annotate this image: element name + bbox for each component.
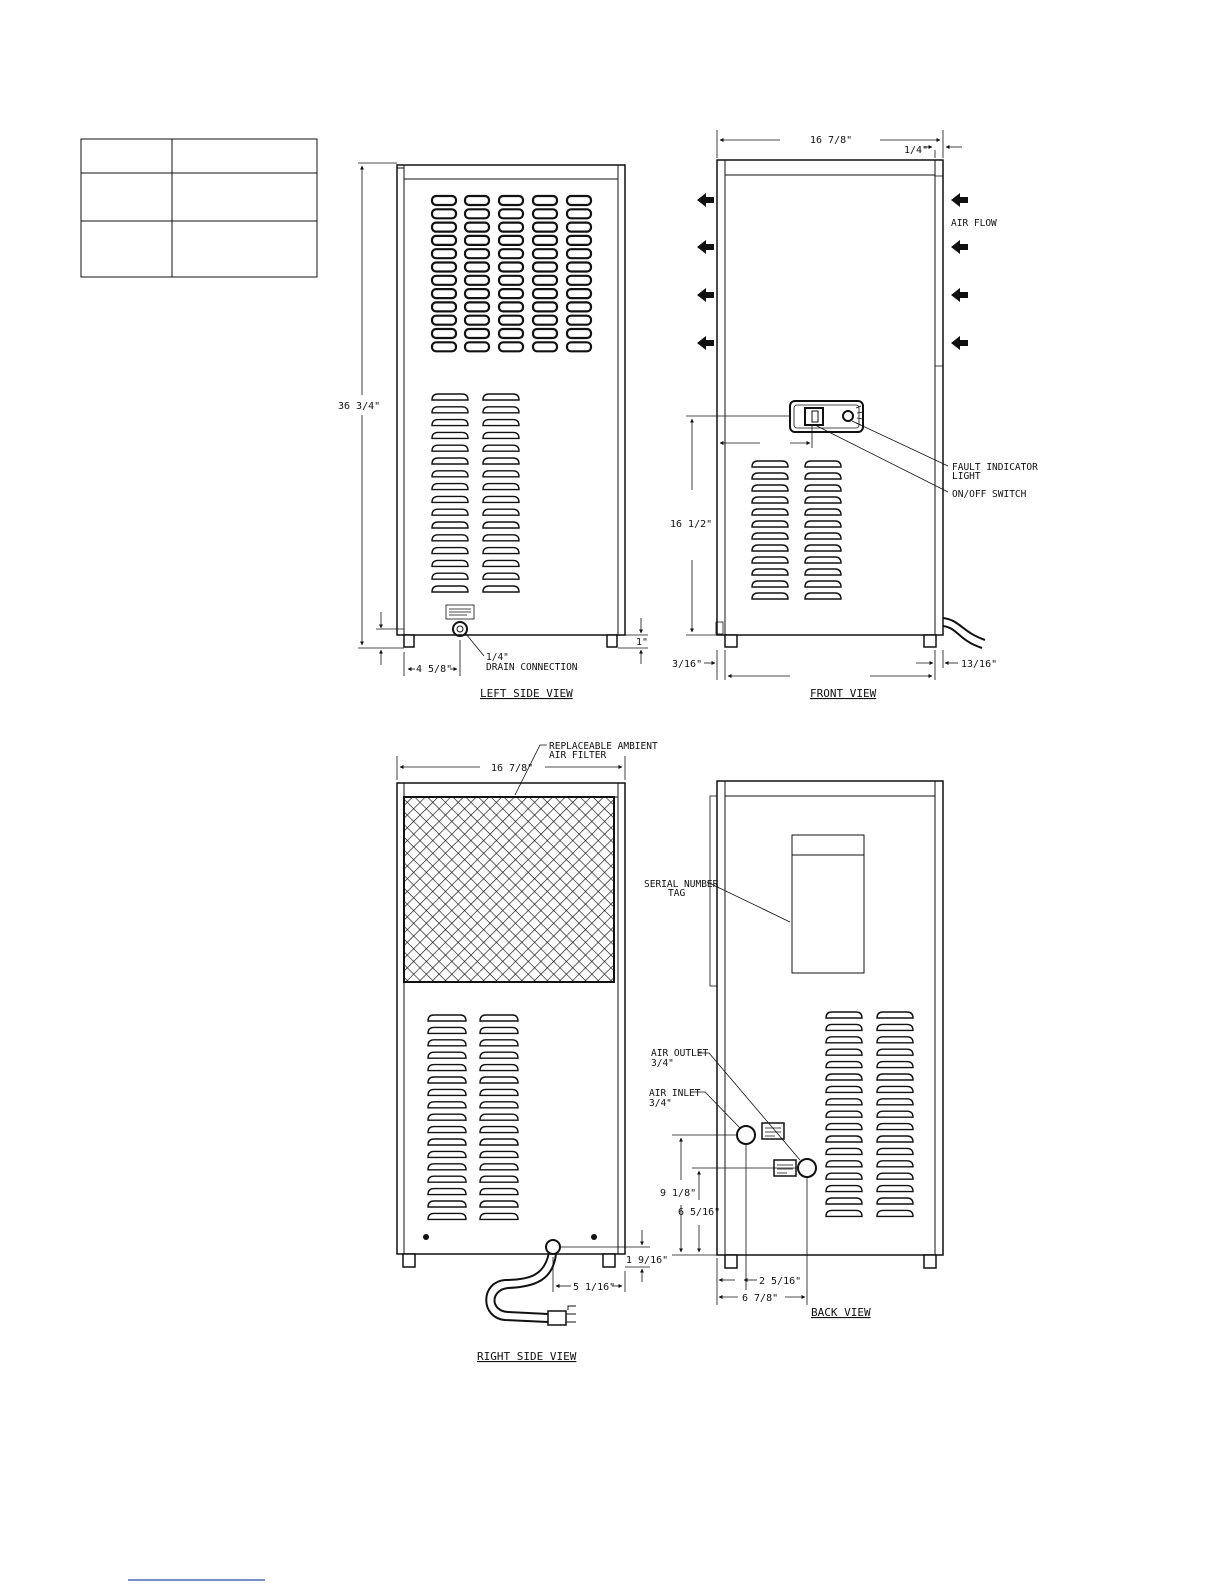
drain-label-line1: 1/4" <box>486 652 509 663</box>
louver-slot <box>805 593 841 599</box>
louver-slot <box>432 445 468 451</box>
right-side-view <box>397 741 668 1363</box>
louver-slot <box>805 509 841 515</box>
louver-slot <box>480 1089 518 1095</box>
grille-slot <box>465 316 489 325</box>
louver-slot <box>483 548 519 554</box>
airflow-arrow-icon <box>697 193 714 207</box>
grille-slot <box>567 289 591 298</box>
louver-slot <box>752 557 788 563</box>
back-view-title: BACK VIEW <box>811 1306 871 1319</box>
grille-slot <box>465 276 489 285</box>
louver-slot <box>752 485 788 491</box>
louver-slot <box>877 1062 913 1068</box>
louver-slot <box>752 521 788 527</box>
louver-slot <box>805 569 841 575</box>
louver-slot <box>480 1065 518 1071</box>
inlet-label-line1: AIR INLET <box>649 1088 701 1099</box>
grille-slot <box>432 196 456 205</box>
louver-slot <box>877 1012 913 1018</box>
left-side-view-title: LEFT SIDE VIEW <box>480 687 573 700</box>
serial-label-line1: SERIAL NUMBER <box>644 879 719 890</box>
louver-slot <box>428 1065 466 1071</box>
drain-label-line2: DRAIN CONNECTION <box>486 662 578 673</box>
louver-slot <box>877 1186 913 1192</box>
grille-slot <box>499 316 523 325</box>
grille-slot <box>432 289 456 298</box>
louver-slot <box>480 1127 518 1133</box>
grille-slot <box>499 196 523 205</box>
louver-slot <box>826 1148 862 1154</box>
louver-slot <box>483 586 519 592</box>
grille-slot <box>465 223 489 232</box>
louver-slot <box>483 522 519 528</box>
right-side-view-title: RIGHT SIDE VIEW <box>477 1350 577 1363</box>
louver-slot <box>428 1077 466 1083</box>
louver-slot <box>752 533 788 539</box>
louver-slot <box>752 461 788 467</box>
louver-slot <box>432 496 468 502</box>
louver-slot <box>826 1049 862 1055</box>
grille-slot <box>567 316 591 325</box>
grille-slot <box>432 249 456 258</box>
louver-slot <box>877 1198 913 1204</box>
louver-slot <box>826 1086 862 1092</box>
grille-slot <box>432 329 456 338</box>
grille-slot <box>567 263 591 272</box>
louver-slot <box>752 593 788 599</box>
airflow-arrow-icon <box>951 193 968 207</box>
louver-slot <box>483 496 519 502</box>
louver-slot <box>432 471 468 477</box>
inlet-x-dimension: 2 5/16" <box>759 1276 802 1287</box>
grille-slot <box>499 249 523 258</box>
grille-slot <box>567 342 591 351</box>
grille-slot <box>567 196 591 205</box>
cord-height-dimension: 1 9/16" <box>626 1255 669 1266</box>
louver-slot <box>877 1148 913 1154</box>
louver-slot <box>752 509 788 515</box>
louver-slot <box>826 1136 862 1142</box>
grille-slot <box>499 342 523 351</box>
louver-slot <box>480 1015 518 1021</box>
louver-slot <box>877 1099 913 1105</box>
grille-slot <box>567 276 591 285</box>
outlet-label-line2: 3/4" <box>651 1058 674 1069</box>
inlet-height-dimension: 9 1/8" <box>660 1188 697 1199</box>
louver-slot <box>826 1111 862 1117</box>
airflow-arrow-icon <box>951 336 968 350</box>
louver-slot <box>432 548 468 554</box>
louver-slot <box>428 1089 466 1095</box>
louver-slot <box>480 1201 518 1207</box>
louver-slot <box>826 1161 862 1167</box>
airflow-arrow-icon <box>951 240 968 254</box>
grille-slot <box>465 236 489 245</box>
outlet-x-dimension: 6 7/8" <box>742 1293 779 1304</box>
louver-slot <box>483 445 519 451</box>
grille-slot <box>465 342 489 351</box>
louver-slot <box>483 432 519 438</box>
louver-slot <box>483 420 519 426</box>
grille-slot <box>432 302 456 311</box>
grille-slot <box>465 329 489 338</box>
louver-slot <box>483 560 519 566</box>
front-view <box>670 130 1038 700</box>
spec-table <box>81 139 317 277</box>
louver-slot <box>483 471 519 477</box>
louver-slot <box>826 1074 862 1080</box>
louver-slot <box>826 1186 862 1192</box>
foot-dimension: 1" <box>636 637 649 648</box>
back-view <box>644 781 943 1319</box>
louver-slot <box>428 1189 466 1195</box>
louver-slot <box>752 545 788 551</box>
fault-light-label-line2: LIGHT <box>952 471 981 482</box>
louver-slot <box>877 1024 913 1030</box>
grille-slot <box>533 209 557 218</box>
louver-slot <box>428 1040 466 1046</box>
louver-slot <box>483 407 519 413</box>
grille-slot <box>432 223 456 232</box>
cord-offset-dimension: 5 1/16" <box>573 1282 616 1293</box>
grille-slot <box>499 276 523 285</box>
serial-label-line2: TAG <box>668 888 686 899</box>
louver-slot <box>432 522 468 528</box>
louver-slot <box>432 586 468 592</box>
grille-slot <box>465 289 489 298</box>
grille-slot <box>499 289 523 298</box>
louver-slot <box>826 1173 862 1179</box>
louver-slot <box>480 1052 518 1058</box>
grille-slot <box>533 196 557 205</box>
louver-slot <box>428 1052 466 1058</box>
louver-slot <box>432 560 468 566</box>
louver-slot <box>483 458 519 464</box>
grille-slot <box>533 236 557 245</box>
grille-slot <box>567 329 591 338</box>
louver-slot <box>480 1027 518 1033</box>
airflow-arrow-icon <box>697 336 714 350</box>
louver-slot <box>805 497 841 503</box>
width-dimension: 16 7/8" <box>491 763 534 774</box>
grille-slot <box>533 342 557 351</box>
louver-slot <box>428 1114 466 1120</box>
louver-slot <box>877 1037 913 1043</box>
grille-slot <box>465 249 489 258</box>
left-foot-dimension: 3/16" <box>672 659 703 670</box>
grille-slot <box>465 196 489 205</box>
louver-slot <box>752 581 788 587</box>
louver-slot <box>805 557 841 563</box>
louver-slot <box>428 1102 466 1108</box>
grille-slot <box>432 263 456 272</box>
grille-slot <box>432 276 456 285</box>
louver-slot <box>877 1074 913 1080</box>
height-dimension: 36 3/4" <box>338 401 381 412</box>
grille-slot <box>533 249 557 258</box>
grille-slot <box>567 249 591 258</box>
grille-slot <box>567 223 591 232</box>
louver-slot <box>877 1173 913 1179</box>
grille-slot <box>499 209 523 218</box>
louver-slot <box>480 1139 518 1145</box>
drain-dimension: 4 5/8" <box>416 664 453 675</box>
louver-slot <box>480 1077 518 1083</box>
panel-height-dimension: 16 1/2" <box>670 519 713 530</box>
inlet-label-line2: 3/4" <box>649 1098 672 1109</box>
power-plug-icon <box>548 1311 566 1325</box>
airflow-arrow-icon <box>697 288 714 302</box>
grille-slot <box>499 263 523 272</box>
louver-slot <box>805 485 841 491</box>
grille-slot <box>432 236 456 245</box>
louver-slot <box>432 394 468 400</box>
louver-slot <box>432 420 468 426</box>
louver-slot <box>480 1176 518 1182</box>
grille-slot <box>533 276 557 285</box>
grille-slot <box>567 209 591 218</box>
louver-slot <box>826 1012 862 1018</box>
grille-slot <box>533 263 557 272</box>
filter-label-line1: REPLACEABLE AMBIENT <box>549 741 658 752</box>
airflow-arrow-icon <box>697 240 714 254</box>
louver-slot <box>877 1136 913 1142</box>
louver-slot <box>480 1102 518 1108</box>
louver-slot <box>480 1040 518 1046</box>
fault-light-label-line1: FAULT INDICATOR <box>952 462 1038 473</box>
switch-label: ON/OFF SWITCH <box>952 489 1027 500</box>
louver-slot <box>826 1210 862 1216</box>
louver-slot <box>428 1164 466 1170</box>
louver-slot <box>480 1151 518 1157</box>
grille-slot <box>499 302 523 311</box>
airflow-label: AIR FLOW <box>951 218 997 229</box>
louver-slot <box>805 533 841 539</box>
grille-slot <box>567 302 591 311</box>
grille-slot <box>499 236 523 245</box>
louver-slot <box>428 1015 466 1021</box>
louver-slot <box>826 1099 862 1105</box>
louver-slot <box>877 1049 913 1055</box>
filter-label-line2: AIR FILTER <box>549 750 607 761</box>
width-dimension: 16 7/8" <box>810 135 853 146</box>
louver-slot <box>752 497 788 503</box>
louver-slot <box>432 484 468 490</box>
louver-slot <box>805 473 841 479</box>
grille-slot <box>432 316 456 325</box>
louver-slot <box>480 1189 518 1195</box>
grille-slot <box>533 302 557 311</box>
offset-dimension: 1/4" <box>904 145 929 156</box>
grille-slot <box>533 223 557 232</box>
grille-slot <box>465 209 489 218</box>
grille-slot <box>567 236 591 245</box>
grille-slot <box>432 342 456 351</box>
louver-slot <box>432 509 468 515</box>
louver-slot <box>428 1139 466 1145</box>
louver-slot <box>805 521 841 527</box>
louver-slot <box>432 458 468 464</box>
louver-slot <box>752 473 788 479</box>
outlet-height-dimension: 6 5/16" <box>678 1207 721 1218</box>
grille-slot <box>465 263 489 272</box>
grille-slot <box>432 209 456 218</box>
right-foot-dimension: 13/16" <box>961 659 998 670</box>
grille-slot <box>533 289 557 298</box>
louver-slot <box>428 1027 466 1033</box>
louver-slot <box>428 1213 466 1219</box>
louver-slot <box>432 432 468 438</box>
louver-slot <box>877 1210 913 1216</box>
louver-slot <box>483 484 519 490</box>
grille-slot <box>499 223 523 232</box>
grille-slot <box>533 329 557 338</box>
louver-slot <box>826 1198 862 1204</box>
louver-slot <box>483 394 519 400</box>
louver-slot <box>826 1024 862 1030</box>
louver-slot <box>877 1111 913 1117</box>
louver-slot <box>428 1201 466 1207</box>
grille-slot <box>533 316 557 325</box>
outlet-label-line1: AIR OUTLET <box>651 1048 709 1059</box>
louver-slot <box>483 573 519 579</box>
louver-slot <box>428 1176 466 1182</box>
louver-slot <box>805 545 841 551</box>
louver-slot <box>483 509 519 515</box>
louver-slot <box>483 535 519 541</box>
louver-slot <box>428 1127 466 1133</box>
louver-slot <box>480 1164 518 1170</box>
louver-slot <box>877 1124 913 1130</box>
louver-slot <box>480 1114 518 1120</box>
louver-slot <box>805 581 841 587</box>
air-filter <box>404 797 614 982</box>
louver-slot <box>432 407 468 413</box>
grille-slot <box>465 302 489 311</box>
louver-slot <box>428 1151 466 1157</box>
louver-slot <box>826 1037 862 1043</box>
louver-slot <box>826 1062 862 1068</box>
louver-slot <box>432 573 468 579</box>
louver-slot <box>877 1086 913 1092</box>
grille-slot <box>499 329 523 338</box>
airflow-arrow-icon <box>951 288 968 302</box>
louver-slot <box>826 1124 862 1130</box>
louver-slot <box>480 1213 518 1219</box>
louver-slot <box>877 1161 913 1167</box>
left-side-view <box>338 163 648 700</box>
front-view-title: FRONT VIEW <box>810 687 877 700</box>
louver-slot <box>432 535 468 541</box>
louver-slot <box>805 461 841 467</box>
louver-slot <box>752 569 788 575</box>
